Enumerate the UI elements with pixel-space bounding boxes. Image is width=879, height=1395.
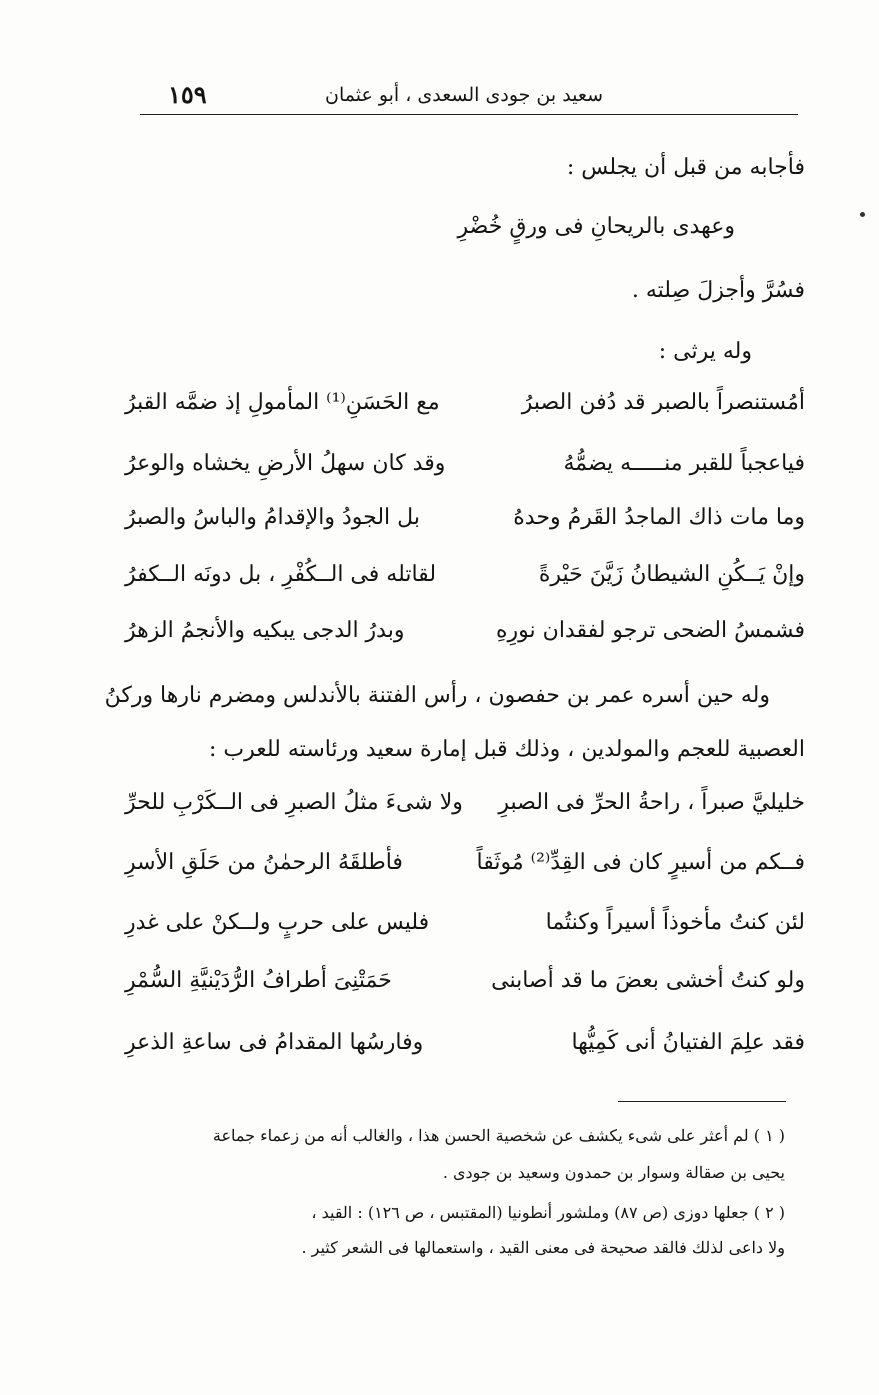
elegy-verse-3-first-hemistich: وما مات ذاك الماجدُ القَرمُ وحدهُ: [513, 505, 805, 530]
footnote-rule: [618, 1101, 786, 1102]
captivity-verse-3-second-hemistich: فليس على حربٍ ولــكنْ على غدرِ: [125, 910, 430, 935]
footnote-2-line-2: ولا داعى لذلك فالقد صحيحة فى معنى القيد ، واستعمالها فى الشعر كثير .: [301, 1238, 785, 1257]
page-header: [140, 78, 798, 112]
elegy-verse-5-first-hemistich: فشمسُ الضحى ترجو لفقدان نورِهِ: [496, 618, 805, 643]
elegy-verse-1-first-hemistich: أمُستنصراً بالصبر قد دُفن الصبرُ: [521, 390, 805, 415]
captivity-verse-2: [125, 850, 805, 890]
elegy-verse-5-second-hemistich: وبدرُ الدجى يبكيه والأنجمُ الزهرُ: [125, 618, 405, 643]
intro-answer: فأجابه من قبل أن يجلس :: [566, 155, 805, 180]
captivity-intro-line-2: العصبية للعجم والمولدين ، وذلك قبل إمارة سعيد ورئاسته للعرب :: [209, 737, 805, 762]
header-rule: [140, 114, 798, 115]
captivity-intro-line-1: وله حين أسره عمر بن حفصون ، رأس الفتنة بالأندلس ومضرم نارها وركنُ: [104, 683, 770, 708]
captivity-verse-1: [125, 790, 805, 830]
captivity-verse-2-first-hemistich: فــكم من أسيرٍ كان فى القِدِّ⁽²⁾ مُوثَقاً: [476, 850, 805, 875]
elegy-intro: وله يرثى :: [658, 339, 752, 364]
captivity-verse-2-second-hemistich: فأطلقَهُ الرحمٰنُ من حَلَقِ الأسرِ: [125, 850, 403, 875]
margin-dot: [860, 212, 865, 217]
footnote-1-line-1: ( ١ ) لم أعثر على شىء يكشف عن شخصية الحسن هذا ، والغالب أنه من زعماء جماعة: [212, 1126, 785, 1145]
captivity-verse-4-second-hemistich: حَمَتْنِىَ أطرافُ الرُّدَيْنيَّةِ السُّمْرِ: [125, 968, 392, 993]
footnote-2-line-1: ( ٢ ) جعلها دوزى (ص ٨٧) وملشور أنطونيا (المقتبس ، ص ١٢٦) : القيد ،: [311, 1203, 785, 1222]
footnote-1-line-2: يحيى بن صقالة وسوار بن حمدون وسعيد بن جودى .: [442, 1163, 785, 1182]
elegy-verse-2-second-hemistich: وقد كان سهلُ الأرضِ يخشاه والوعرُ: [125, 451, 446, 476]
captivity-verse-4: [125, 968, 805, 1008]
captivity-verse-3: [125, 910, 805, 950]
captivity-verse-5: [125, 1030, 805, 1070]
captivity-verse-3-first-hemistich: لئن كنتُ مأخوذاً أسيراً وكنتُما: [545, 910, 805, 935]
captivity-verse-4-first-hemistich: ولو كنتُ أخشى بعضَ ما قد أصابنى: [491, 968, 805, 993]
elegy-verse-5: [125, 618, 805, 658]
captivity-verse-5-first-hemistich: فقد علِمَ الفتيانُ أنى كَمِيُّها: [571, 1030, 805, 1055]
elegy-verse-1-second-hemistich: مع الحَسَنِ⁽¹⁾ المأمولِ إذ ضمَّه القبرُ: [125, 390, 440, 415]
captivity-verse-1-first-hemistich: خليليَّ صبراً ، راحةُ الحرِّ فى الصبرِ: [498, 790, 805, 815]
elegy-verse-4: [125, 562, 805, 602]
after-verse: فسُرَّ وأجزلَ صِلته .: [631, 278, 805, 303]
elegy-verse-4-second-hemistich: لقاتله فى الــكُفْرِ ، بل دونَه الــكفرُ: [125, 562, 437, 587]
running-title: سعيد بن جودى السعدى ، أبو عثمان: [324, 84, 603, 106]
elegy-verse-1: [125, 390, 805, 430]
elegy-verse-3: [125, 505, 805, 545]
captivity-verse-5-second-hemistich: وفارسُها المقدامُ فى ساعةِ الذعرِ: [125, 1030, 424, 1055]
elegy-verse-3-second-hemistich: بل الجودُ والإقدامُ والباسُ والصبرُ: [125, 505, 420, 530]
verse-line: وعهدى بالريحانِ فى ورقٍ خُضْرِ: [457, 214, 735, 239]
page-number: ١٥٩: [168, 80, 207, 109]
elegy-verse-2-first-hemistich: فياعجباً للقبر منـــــه يضمُّهُ: [563, 451, 805, 476]
elegy-verse-2: [125, 451, 805, 491]
elegy-verse-4-first-hemistich: وإنْ يَــكُنِ الشيطانُ زَيَّنَ حَيْرةً: [538, 562, 805, 587]
captivity-verse-1-second-hemistich: ولا شىءَ مثلُ الصبرِ فى الــكَرْبِ للحرِّ: [125, 790, 463, 815]
